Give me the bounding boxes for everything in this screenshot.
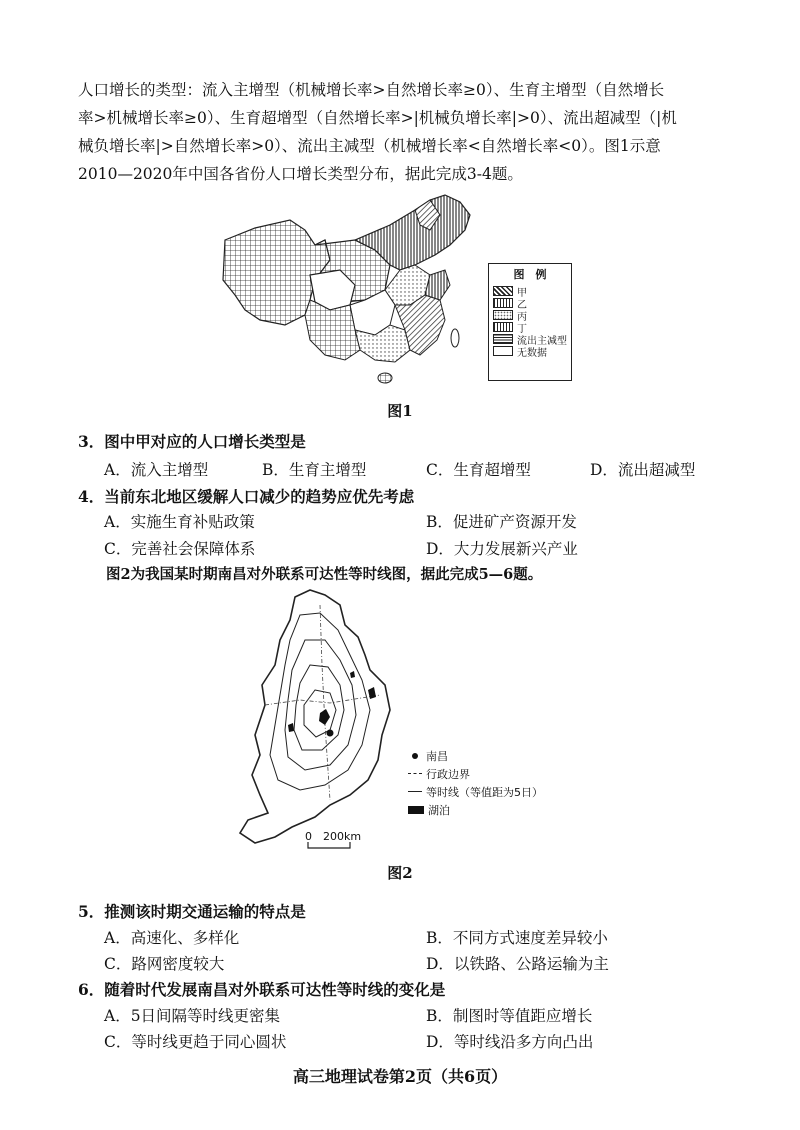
legend-item-ding: 丁 [493,321,571,333]
lake-swatch-icon [408,806,424,814]
legend-item-outflow: 流出主减型 [493,333,571,345]
legend-item-jia: 甲 [493,285,571,297]
intro-paragraph [78,76,728,188]
dot-icon [412,753,418,759]
intro-line-1: 人口增长的类型：流入主增型（机械增长率>自然增长率≥0）、生育主增型（自然增长 [78,81,665,99]
q5-option-c[interactable]: C．路网密度较大 [104,955,225,973]
q5-option-a[interactable]: A．高速化、多样化 [104,929,240,947]
q4-option-b[interactable]: B．促进矿产资源开发 [426,513,577,531]
figure-1-china-map [215,190,490,395]
blank-swatch-icon [493,346,513,356]
q4-option-d[interactable]: D．大力发展新兴产业 [426,540,578,558]
question-4-stem: 4．当前东北地区缓解人口减少的趋势应优先考虑 [78,487,415,506]
q3-option-d[interactable]: D．流出超减型 [590,461,696,479]
q6-option-a[interactable]: A．5日间隔等时线更密集 [104,1007,281,1025]
legend-item-nodata: 无数据 [493,345,571,357]
legend-item-yi: 乙 [493,297,571,309]
nanchang-marker-icon [327,730,334,737]
horizontal-lines-swatch-icon [493,334,513,344]
q3-option-a[interactable]: A．流入主增型 [104,461,209,479]
q5-option-d[interactable]: D．以铁路、公路运输为主 [426,955,609,973]
figure-1-legend [488,263,572,381]
intro-2: 图2为我国某时期南昌对外联系可达性等时线图，据此完成5—6题。 [106,566,543,583]
q3-option-c[interactable]: C．生育超增型 [426,461,531,479]
legend2-boundary: 行政边界 [408,766,543,784]
dotted-swatch-icon [493,310,513,320]
figure-2-isochrone-map [230,585,400,850]
question-3-stem: 3．图中甲对应的人口增长类型是 [78,432,306,451]
intro-line-3: 械负增长率|>自然增长率>0）、流出主减型（机械增长率<自然增长率<0）。图1示意 [78,137,661,155]
legend2-lake: 湖泊 [408,802,543,820]
grid-swatch-icon [493,298,513,308]
diagonal-swatch-icon [493,286,513,296]
legend2-nanchang: 南昌 [408,748,543,766]
solid-line-icon [408,791,422,792]
vertical-lines-swatch-icon [493,322,513,332]
q6-option-b[interactable]: B．制图时等值距应增长 [426,1007,593,1025]
legend-item-bing: 丙 [493,309,571,321]
legend-title: 图 例 [513,268,547,281]
intro-line-2: 率>机械增长率≥0）、生育超增型（自然增长率>|机械负增长率|>0）、流出超减型（|机 [78,109,677,127]
dash-dot-line-icon [408,773,422,774]
question-5-stem: 5．推测该时期交通运输的特点是 [78,902,306,921]
q4-option-c[interactable]: C．完善社会保障体系 [104,540,256,558]
intro-line-4: 2010—2020年中国各省份人口增长类型分布，据此完成3-4题。 [78,165,523,183]
q5-option-b[interactable]: B．不同方式速度差异较小 [426,929,608,947]
figure-2-caption: 图2 [387,864,413,882]
q4-option-a[interactable]: A．实施生育补贴政策 [104,513,255,531]
figure-2-legend [408,748,543,820]
q6-option-c[interactable]: C．等时线更趋于同心圆状 [104,1033,287,1051]
legend2-isochrone: 等时线（等值距为5日） [408,784,543,802]
figure-1-caption: 图1 [387,402,413,420]
question-6-stem: 6．随着时代发展南昌对外联系可达性等时线的变化是 [78,980,446,999]
page-footer: 高三地理试卷第2页（共6页） [292,1067,508,1086]
figure-2-scale: 0 200km [305,830,362,843]
q6-option-d[interactable]: D．等时线沿多方向凸出 [426,1033,594,1051]
q3-option-b[interactable]: B．生育主增型 [262,461,367,479]
